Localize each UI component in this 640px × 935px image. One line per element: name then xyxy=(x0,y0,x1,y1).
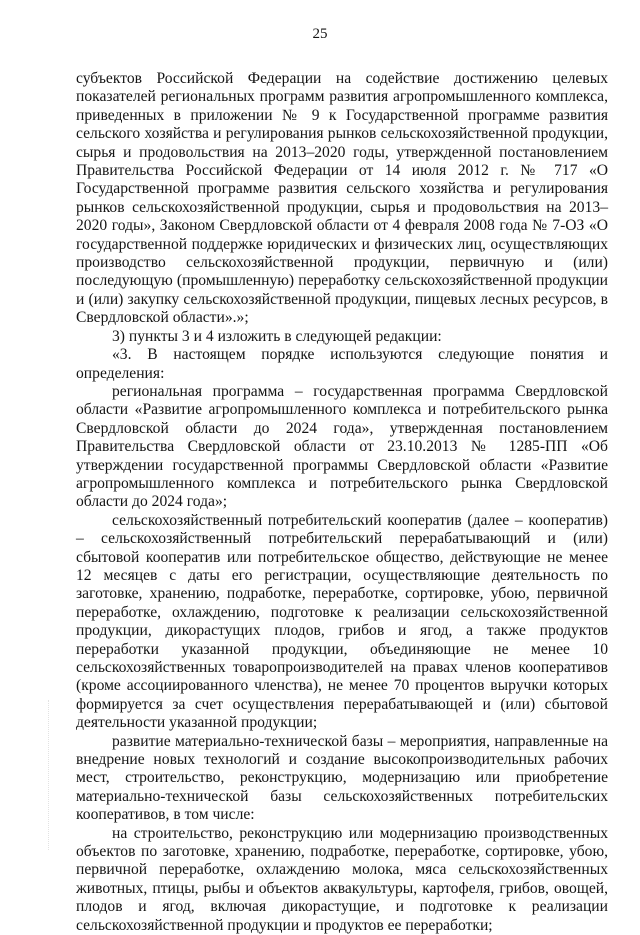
paragraph-point-3-intro: «3. В настоящем порядке используются следующие понятия и определения: xyxy=(76,346,608,382)
paragraph-continuation: субъектов Российской Федерации на содействие достижению целевых показателей региональных программ развития агропромышленного комплекса, приведенных в приложении № 9 к Государственной программе развития сельского хозяйства и регулирования рынков сельскохозяйственной продукции, сырья и продовольствия на 2013–2020 годы, утвержденной постановлением Правительства Российской Федерации от 14 июля 2012 г. № 717 «О Государственной программе развития сельского хозяйства и регулирования рынков сельскохозяйственной продукции, сырья и продовольствия на 2013–2020 годы», Законом Свердловской области от 4 февраля 2008 года № 7-ОЗ «О государственной поддержке юридических и физических лиц, осуществляющих производство сельскохозяйственной продукции, первичную и (или) последующую (промышленную) переработку сельскохозяйственной продукции и (или) закупку сельскохозяйственной продукции, пищевых лесных ресурсов, в Свердловской области».»; xyxy=(76,70,608,327)
paragraph-item-3: 3) пункты 3 и 4 изложить в следующей редакции: xyxy=(112,327,442,345)
scan-margin-rule xyxy=(48,700,49,850)
page-number: 25 xyxy=(312,26,328,42)
paragraph-material-base: развитие материально-технической базы – мероприятия, направленные на внедрение новых технологий и создание высокопроизводительных рабочих мест, строительство, реконструкцию, модернизацию или приобретение материально-технической базы сельскохозяйственных потребительских кооперативов, в том числе: xyxy=(76,732,608,824)
paragraph-cooperative-definition: сельскохозяйственный потребительский кооператив (далее – кооператив) – сельскохозяйственный потребительский перерабатывающий и (или) сбытовой кооператив или потребительское общество, действующие не менее 12 месяцев с даты его регистрации, осуществляющие деятельность по заготовке, хранению, подработке, переработке, сортировке, убою, первичной переработке, охлаждению, подготовке к реализации сельскохозяйственной продукции, дикорастущих плодов, грибов и ягод, а также продуктов переработки указанной продукции, объединяющие не менее 10 сельскохозяйственных товаропроизводителей на правах членов кооперативов (кроме ассоциированного членства), не менее 70 процентов выручки которых формируется за счет осуществления перерабатывающей и (или) сбытовой деятельности указанной продукции; xyxy=(76,511,608,732)
paragraph-regional-program: региональная программа – государственная программа Свердловской области «Развитие агропромышленного комплекса и потребительского рынка Свердловской области до 2024 года», утвержденная постановлением Правительства Свердловской области от 23.10.2013 № 1285-ПП «Об утверждении государственной программы Свердловской области «Развитие агропромышленного комплекса и потребительского рынка Свердловской области до 2024 года»; xyxy=(76,382,608,511)
document-body xyxy=(76,70,608,935)
paragraph-construction: на строительство, реконструкцию или модернизацию производственных объектов по заготовке, хранению, подработке, переработке, сортировке, убою, первичной переработке, охлаждению молока, мяса сельскохозяйственных животных, птицы, рыбы и объектов аквакультуры, картофеля, грибов, овощей, плодов и ягод, включая дикорастущие, и подготовке к реализации сельскохозяйственной продукции и продуктов ее переработки; xyxy=(76,824,608,934)
